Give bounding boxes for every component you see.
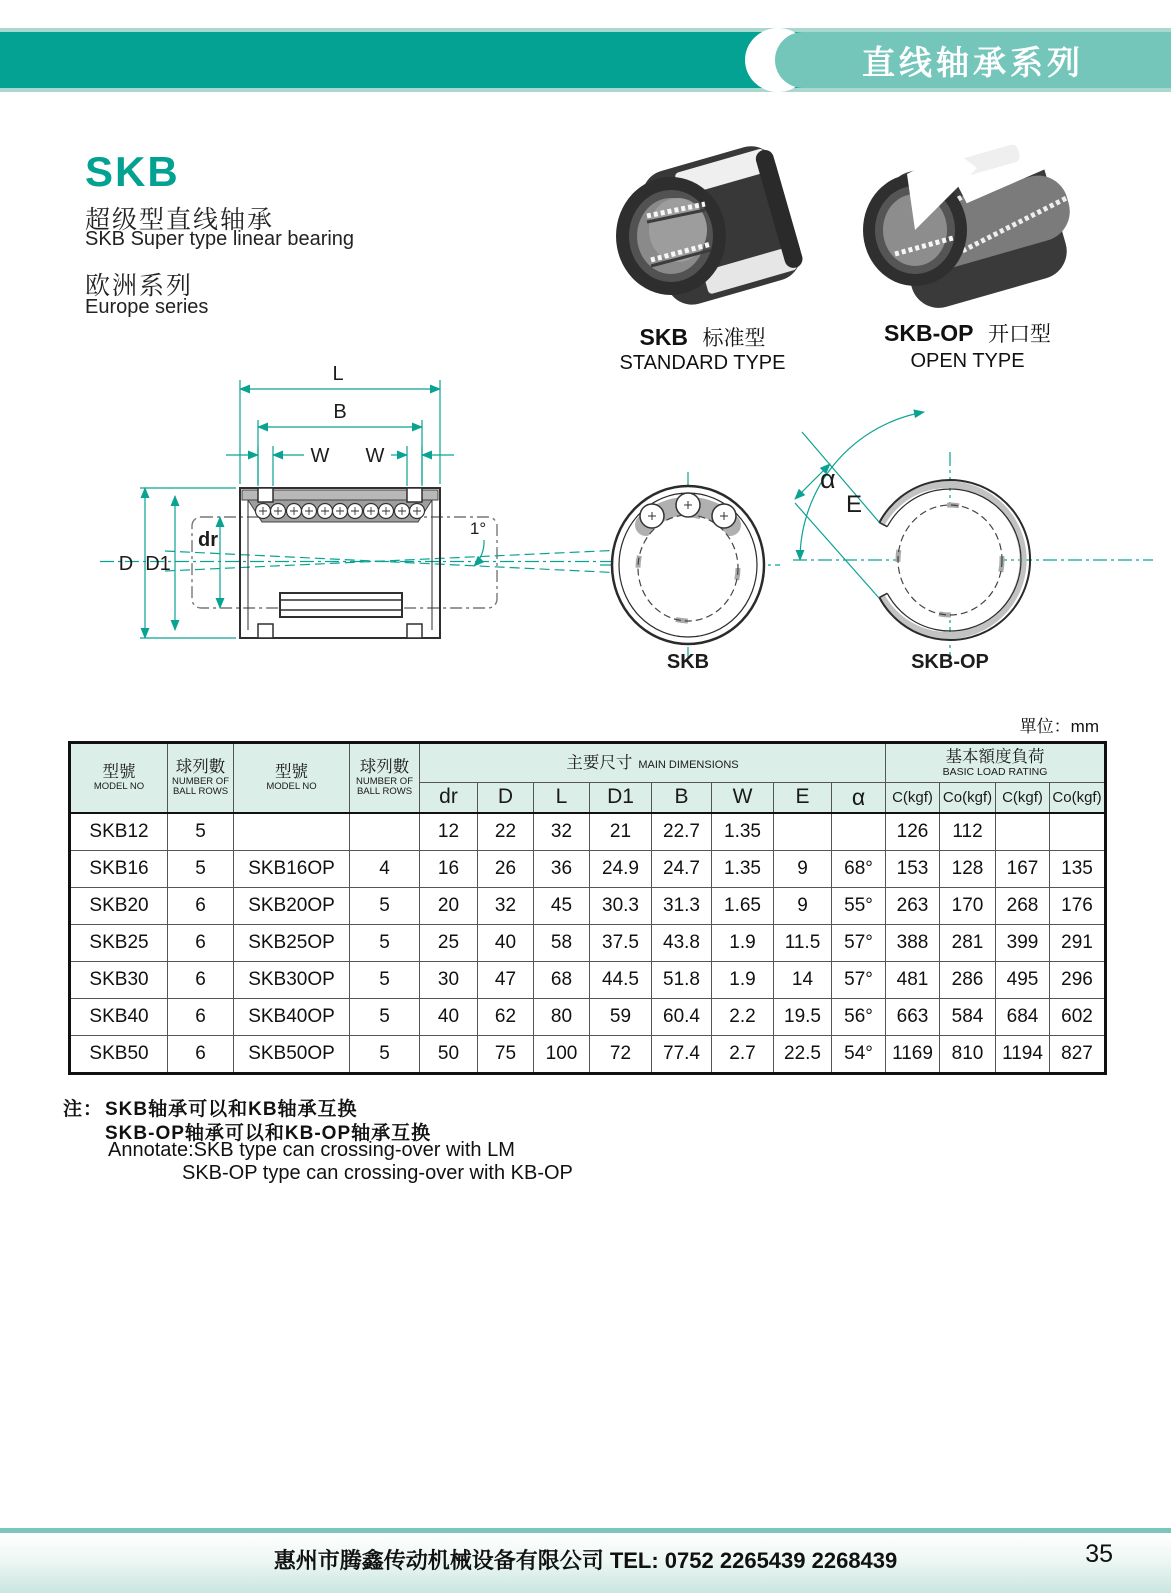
caption-open-code: SKB-OP: [884, 320, 974, 346]
col-header-ballrows-1-zh: 球列數: [175, 758, 226, 777]
value-cell: 22.5: [774, 1035, 832, 1073]
col-header-model-2: [234, 743, 350, 813]
value-cell: 32: [478, 887, 534, 924]
value-cell: 12: [420, 813, 478, 851]
value-cell: 602: [1050, 998, 1106, 1035]
value-cell: 9: [774, 850, 832, 887]
value-cell: 24.7: [652, 850, 712, 887]
value-cell: 58: [534, 924, 590, 961]
value-cell: 100: [534, 1035, 590, 1073]
header-banner: [0, 28, 1171, 92]
col-header-alpha: α: [832, 783, 886, 813]
value-cell: 43.8: [652, 924, 712, 961]
value-cell: 6: [168, 1035, 234, 1073]
value-cell: 1.9: [712, 961, 774, 998]
group-header-load-en: BASIC LOAD RATING: [942, 765, 1048, 778]
value-cell: 2.7: [712, 1035, 774, 1073]
table-row: [70, 924, 1106, 961]
caption-standard-code: SKB: [639, 324, 689, 350]
table-row: [70, 850, 1106, 887]
value-cell: 399: [996, 924, 1050, 961]
value-cell: 44.5: [590, 961, 652, 998]
caption-open: [845, 318, 1090, 348]
value-cell: 153: [886, 850, 940, 887]
col-header-dr: dr: [420, 783, 478, 813]
unit-label: 單位：mm: [1019, 717, 1099, 736]
region-title-zh: 欧洲系列: [85, 272, 194, 300]
col-header-B: B: [652, 783, 712, 813]
value-cell: 80: [534, 998, 590, 1035]
model-cell: SKB50: [70, 1035, 168, 1073]
model-cell: [234, 813, 350, 851]
front-view-diagrams: [588, 390, 1171, 690]
spec-table: [68, 741, 1107, 1075]
cross-section-drawing: [70, 350, 650, 685]
col-header-D1: D1: [590, 783, 652, 813]
group-header-main-dimensions: [420, 743, 886, 783]
value-cell: 1.65: [712, 887, 774, 924]
value-cell: 16: [420, 850, 478, 887]
page-number: 35: [1085, 1540, 1113, 1568]
value-cell: 57°: [832, 961, 886, 998]
value-cell: 5: [350, 961, 420, 998]
col-header-ballrows-2-zh: 球列數: [359, 758, 410, 777]
value-cell: 40: [478, 924, 534, 961]
dim-label-dr: dr: [198, 529, 218, 551]
value-cell: 663: [886, 998, 940, 1035]
model-cell: SKB25: [70, 924, 168, 961]
value-cell: [1050, 813, 1106, 851]
note-line-4: SKB-OP type can crossing-over with KB-OP: [182, 1162, 573, 1184]
value-cell: 21: [590, 813, 652, 851]
value-cell: 296: [1050, 961, 1106, 998]
col-header-model-1-en: MODEL NO: [93, 781, 145, 793]
group-header-dims-en: MAIN DIMENSIONS: [638, 758, 739, 771]
col-header-C-1: C(kgf): [886, 783, 940, 813]
footer-company-tel: 惠州市腾鑫传动机械设备有限公司 TEL: 0752 2265439 2268439: [273, 1548, 898, 1573]
table-row: [70, 998, 1106, 1035]
table-row: [70, 1035, 1106, 1073]
skb-front-view: [600, 472, 780, 673]
model-cell: SKB16OP: [234, 850, 350, 887]
value-cell: 51.8: [652, 961, 712, 998]
value-cell: 112: [940, 813, 996, 851]
caption-open-en: OPEN TYPE: [910, 350, 1025, 372]
caption-open-zh: 开口型: [987, 323, 1051, 346]
model-cell: SKB20: [70, 887, 168, 924]
value-cell: 1169: [886, 1035, 940, 1073]
value-cell: 59: [590, 998, 652, 1035]
value-cell: 22: [478, 813, 534, 851]
value-cell: 495: [996, 961, 1050, 998]
banner-capsule: [775, 32, 1171, 88]
value-cell: 30.3: [590, 887, 652, 924]
value-cell: 77.4: [652, 1035, 712, 1073]
col-header-D: D: [478, 783, 534, 813]
series-title-zh: 超级型直线轴承: [85, 206, 275, 234]
value-cell: 57°: [832, 924, 886, 961]
value-cell: 20: [420, 887, 478, 924]
dim-label-B: B: [333, 401, 347, 423]
value-cell: 14: [774, 961, 832, 998]
value-cell: 22.7: [652, 813, 712, 851]
value-cell: 1.9: [712, 924, 774, 961]
model-cell: SKB12: [70, 813, 168, 851]
value-cell: 72: [590, 1035, 652, 1073]
value-cell: 268: [996, 887, 1050, 924]
value-cell: 5: [350, 924, 420, 961]
value-cell: 827: [1050, 1035, 1106, 1073]
caption-standard-zh: 标准型: [702, 327, 766, 350]
value-cell: 36: [534, 850, 590, 887]
dim-label-D1: D1: [145, 553, 171, 575]
col-header-W: W: [712, 783, 774, 813]
value-cell: 9: [774, 887, 832, 924]
value-cell: 1.35: [712, 813, 774, 851]
skb-front-label: SKB: [666, 651, 710, 673]
value-cell: 25: [420, 924, 478, 961]
value-cell: 54°: [832, 1035, 886, 1073]
value-cell: 32: [534, 813, 590, 851]
value-cell: 135: [1050, 850, 1106, 887]
value-cell: 126: [886, 813, 940, 851]
value-cell: 388: [886, 924, 940, 961]
value-cell: 60.4: [652, 998, 712, 1035]
value-cell: [996, 813, 1050, 851]
value-cell: 584: [940, 998, 996, 1035]
table-row: [70, 961, 1106, 998]
col-header-L: L: [534, 783, 590, 813]
note-line-3: Annotate:SKB type can crossing-over with LM: [108, 1139, 515, 1161]
value-cell: 26: [478, 850, 534, 887]
col-header-model-1-zh: 型號: [102, 763, 136, 782]
table-row: [70, 887, 1106, 924]
value-cell: 50: [420, 1035, 478, 1073]
value-cell: 6: [168, 887, 234, 924]
note-line-1: SKB轴承可以和KB轴承互换: [105, 1099, 358, 1120]
model-cell: SKB40: [70, 998, 168, 1035]
value-cell: [774, 813, 832, 851]
value-cell: 4: [350, 850, 420, 887]
dim-label-D: D: [118, 553, 134, 575]
series-title-en: SKB Super type linear bearing: [85, 228, 355, 250]
group-header-dims-zh: 主要尺寸: [566, 753, 633, 772]
col-header-model-2-zh: 型號: [275, 763, 308, 782]
value-cell: 37.5: [590, 924, 652, 961]
note-label: 注：: [63, 1099, 104, 1120]
skbop-front-view: [793, 412, 1153, 673]
value-cell: 68: [534, 961, 590, 998]
dim-label-W-left: W: [310, 445, 330, 467]
model-cell: SKB25OP: [234, 924, 350, 961]
value-cell: 5: [168, 850, 234, 887]
model-cell: SKB20OP: [234, 887, 350, 924]
banner-title: 直线轴承系列: [862, 43, 1084, 81]
value-cell: 281: [940, 924, 996, 961]
value-cell: 286: [940, 961, 996, 998]
value-cell: 55°: [832, 887, 886, 924]
group-header-load-rating: [886, 743, 1106, 783]
col-header-model-2-en: MODEL NO: [266, 781, 317, 793]
model-cell: SKB16: [70, 850, 168, 887]
dim-label-L: L: [332, 363, 344, 385]
value-cell: 24.9: [590, 850, 652, 887]
value-cell: 170: [940, 887, 996, 924]
value-cell: 263: [886, 887, 940, 924]
value-cell: 5: [350, 998, 420, 1035]
col-header-model-1: [70, 743, 168, 813]
value-cell: 31.3: [652, 887, 712, 924]
value-cell: 167: [996, 850, 1050, 887]
value-cell: 6: [168, 924, 234, 961]
value-cell: 6: [168, 998, 234, 1035]
dim-label-tilt: 1°: [469, 519, 487, 538]
value-cell: 176: [1050, 887, 1106, 924]
value-cell: 45: [534, 887, 590, 924]
col-header-ballrows-2: [350, 743, 420, 813]
value-cell: 11.5: [774, 924, 832, 961]
value-cell: 56°: [832, 998, 886, 1035]
value-cell: 40: [420, 998, 478, 1035]
table-row: [70, 813, 1106, 851]
caption-standard-en: STANDARD TYPE: [619, 352, 786, 374]
value-cell: 47: [478, 961, 534, 998]
value-cell: 291: [1050, 924, 1106, 961]
skbop-front-label: SKB-OP: [911, 651, 989, 673]
col-header-C-2: C(kgf): [996, 783, 1050, 813]
dim-label-W-right: W: [365, 445, 385, 467]
col-header-ballrows-1: [168, 743, 234, 813]
note-line-2: SKB-OP轴承可以和KB-OP轴承互换: [105, 1123, 432, 1144]
product-photo-standard: [595, 142, 810, 317]
spec-table-body: [70, 813, 1106, 1074]
region-title-en: Europe series: [85, 296, 209, 318]
col-header-E: E: [774, 783, 832, 813]
model-cell: SKB40OP: [234, 998, 350, 1035]
value-cell: 128: [940, 850, 996, 887]
col-header-ballrows-2-en: NUMBER OF BALL ROWS: [356, 776, 413, 798]
value-cell: 1194: [996, 1035, 1050, 1073]
value-cell: 75: [478, 1035, 534, 1073]
col-header-Co-2: Co(kgf): [1050, 783, 1106, 813]
value-cell: 1.35: [712, 850, 774, 887]
col-header-Co-1: Co(kgf): [940, 783, 996, 813]
value-cell: 19.5: [774, 998, 832, 1035]
value-cell: 5: [350, 1035, 420, 1073]
value-cell: 481: [886, 961, 940, 998]
value-cell: 6: [168, 961, 234, 998]
dim-label-alpha: α: [820, 464, 836, 494]
series-wordmark: SKB: [85, 148, 180, 195]
value-cell: [350, 813, 420, 851]
value-cell: 5: [168, 813, 234, 851]
model-cell: SKB50OP: [234, 1035, 350, 1073]
model-cell: SKB30: [70, 961, 168, 998]
value-cell: 2.2: [712, 998, 774, 1035]
value-cell: 62: [478, 998, 534, 1035]
caption-standard: [595, 322, 810, 352]
value-cell: 68°: [832, 850, 886, 887]
value-cell: [832, 813, 886, 851]
value-cell: 5: [350, 887, 420, 924]
group-header-load-zh: 基本額度負荷: [945, 748, 1045, 766]
product-photo-open: [845, 138, 1090, 313]
value-cell: 30: [420, 961, 478, 998]
caption-open-en-wrap: [845, 350, 1090, 373]
model-cell: SKB30OP: [234, 961, 350, 998]
col-header-ballrows-1-en: NUMBER OF BALL ROWS: [172, 776, 229, 798]
dim-label-E: E: [845, 491, 863, 518]
value-cell: 684: [996, 998, 1050, 1035]
value-cell: 810: [940, 1035, 996, 1073]
ball-row: [256, 504, 425, 519]
